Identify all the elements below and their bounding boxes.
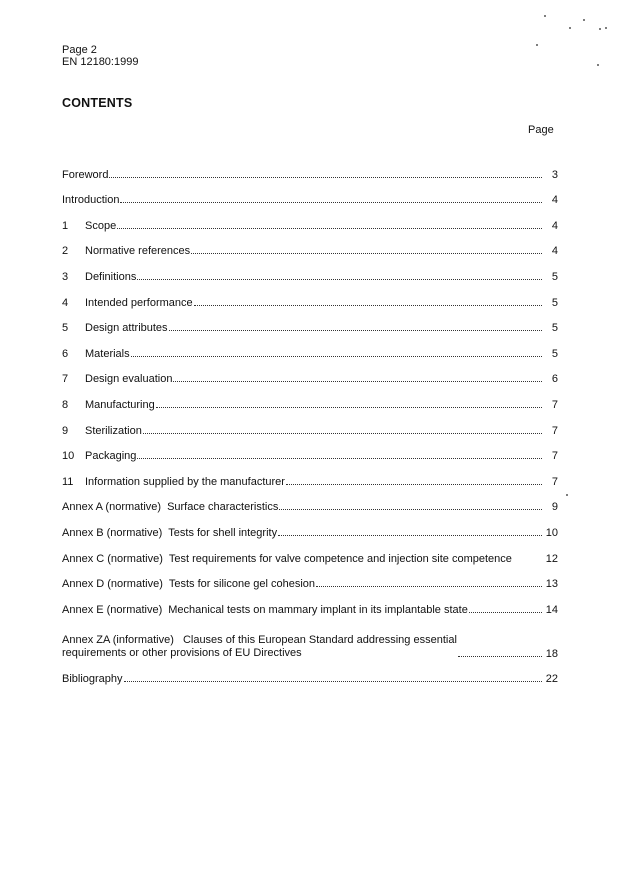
toc-entry-title: Scope [85, 219, 117, 232]
toc-entry-title: Test requirements for valve competence and injection site competence [168, 552, 512, 565]
toc-entry-bibliography[interactable] [62, 660, 558, 686]
dot-leader [109, 177, 542, 178]
toc-entry-design-evaluation[interactable] [62, 360, 558, 386]
toc-entry-annex-d[interactable] [62, 565, 558, 591]
toc-entry-title: Packaging [85, 450, 137, 463]
toc-entry-number: 11 [62, 475, 74, 488]
toc-entry-scope[interactable] [62, 206, 558, 232]
scan-speck [569, 27, 571, 29]
toc-entry-annex-za[interactable] [62, 616, 558, 660]
toc-entry-title-line1: Clauses of this European Standard addressing essential [182, 633, 457, 646]
dot-leader [120, 202, 542, 203]
contents-heading: CONTENTS [62, 96, 133, 110]
toc-entry-introduction[interactable] [62, 181, 558, 207]
toc-entry-annex-c[interactable] [62, 539, 558, 565]
toc-entry-title: Normative references [85, 245, 191, 258]
dot-leader [124, 681, 542, 682]
toc-entry-number: 1 [62, 219, 69, 232]
toc-entry-page: 7 [551, 424, 558, 437]
dot-leader [173, 381, 542, 382]
annex-label: Annex A (normative) [62, 501, 162, 514]
table-of-contents [62, 155, 558, 685]
toc-entry-page: 7 [551, 450, 558, 463]
scan-speck [605, 27, 607, 29]
toc-entry-page: 12 [545, 552, 558, 565]
scan-speck [536, 44, 538, 46]
dot-leader [131, 356, 542, 357]
scan-speck [544, 15, 546, 17]
toc-entry-page: 18 [545, 647, 558, 660]
toc-entry-design-attributes[interactable] [62, 309, 558, 335]
toc-entry-number: 6 [62, 347, 69, 360]
dot-leader [137, 458, 542, 459]
dot-leader [279, 509, 542, 510]
toc-entry-page: 14 [545, 603, 558, 616]
toc-entry-page: 7 [551, 398, 558, 411]
dot-leader [156, 407, 542, 408]
toc-entry-materials[interactable] [62, 334, 558, 360]
toc-entry-number: 4 [62, 296, 69, 309]
dot-leader [143, 433, 542, 434]
dot-leader [194, 305, 542, 306]
toc-entry-packaging[interactable] [62, 437, 558, 463]
page-header [62, 44, 138, 68]
page-column-label: Page [528, 124, 554, 136]
toc-entry-title: Design evaluation [85, 373, 173, 386]
toc-entry-annex-a[interactable] [62, 488, 558, 514]
toc-entry-title: Information supplied by the manufacturer [85, 475, 285, 488]
dot-leader [286, 484, 542, 485]
toc-entry-number: 7 [62, 373, 69, 386]
toc-entry-number: 9 [62, 424, 69, 437]
page-number: Page 2 [62, 44, 97, 56]
dot-leader [458, 656, 542, 657]
toc-entry-title-line2: requirements or other provisions of EU Directives [62, 646, 302, 659]
toc-entry-title: Surface characteristics [167, 501, 279, 514]
toc-entry-sterilization[interactable] [62, 411, 558, 437]
toc-entry-page: 10 [545, 526, 558, 539]
toc-entry-title: Bibliography [62, 673, 123, 686]
dot-leader [278, 535, 542, 536]
toc-entry-page: 5 [551, 322, 558, 335]
toc-entry-normative-references[interactable] [62, 232, 558, 258]
toc-entry-page: 4 [551, 194, 558, 207]
toc-entry-page: 4 [551, 219, 558, 232]
toc-entry-foreword[interactable] [62, 155, 558, 181]
toc-entry-intended-performance[interactable] [62, 283, 558, 309]
toc-entry-title: Intended performance [85, 296, 193, 309]
dot-leader [513, 561, 542, 562]
dot-leader [117, 228, 542, 229]
toc-entry-page: 3 [551, 168, 558, 181]
toc-entry-title: Tests for silicone gel cohesion [168, 578, 316, 591]
toc-entry-manufacturing[interactable] [62, 385, 558, 411]
annex-label: Annex B (normative) [62, 526, 163, 539]
scan-speck [583, 19, 585, 21]
toc-entry-number: 10 [62, 450, 75, 463]
dot-leader [191, 253, 542, 254]
toc-entry-title: Tests for shell integrity [168, 526, 278, 539]
toc-entry-title: Materials [85, 347, 130, 360]
toc-entry-page: 5 [551, 270, 558, 283]
toc-entry-page: 4 [551, 245, 558, 258]
toc-entry-title: Introduction [62, 194, 120, 207]
toc-entry-title: Design attributes [85, 322, 168, 335]
scan-speck [599, 28, 601, 30]
toc-entry-page: 7 [551, 475, 558, 488]
toc-entry-page: 13 [545, 578, 558, 591]
toc-entry-number: 2 [62, 245, 69, 258]
dot-leader [169, 330, 542, 331]
dot-leader [137, 279, 542, 280]
toc-entry-number: 5 [62, 322, 69, 335]
toc-entry-definitions[interactable] [62, 257, 558, 283]
toc-entry-annex-b[interactable] [62, 513, 558, 539]
annex-label: Annex E (normative) [62, 603, 163, 616]
toc-entry-page: 5 [551, 347, 558, 360]
toc-entry-title: Definitions [85, 270, 137, 283]
toc-entry-page: 9 [551, 501, 558, 514]
annex-label: Annex C (normative) [62, 552, 163, 565]
annex-label: Annex ZA (informative) [62, 633, 174, 646]
scan-speck [597, 64, 599, 66]
scan-speck [566, 494, 568, 496]
annex-label: Annex D (normative) [62, 578, 163, 591]
annex-za-text [62, 634, 457, 660]
toc-entry-title: Foreword [62, 168, 109, 181]
dot-leader [469, 612, 542, 613]
toc-entry-title: Mechanical tests on mammary implant in its implantable state [168, 603, 468, 616]
toc-entry-annex-e[interactable] [62, 590, 558, 616]
toc-entry-information-supplied[interactable] [62, 462, 558, 488]
toc-entry-title: Manufacturing [85, 398, 155, 411]
toc-entry-number: 3 [62, 270, 69, 283]
toc-entry-title: Sterilization [85, 424, 142, 437]
dot-leader [316, 586, 542, 587]
toc-entry-page: 5 [551, 296, 558, 309]
toc-entry-page: 22 [545, 673, 558, 686]
toc-entry-page: 6 [551, 373, 558, 386]
toc-entry-number: 8 [62, 398, 69, 411]
standard-number: EN 12180:1999 [62, 56, 139, 68]
